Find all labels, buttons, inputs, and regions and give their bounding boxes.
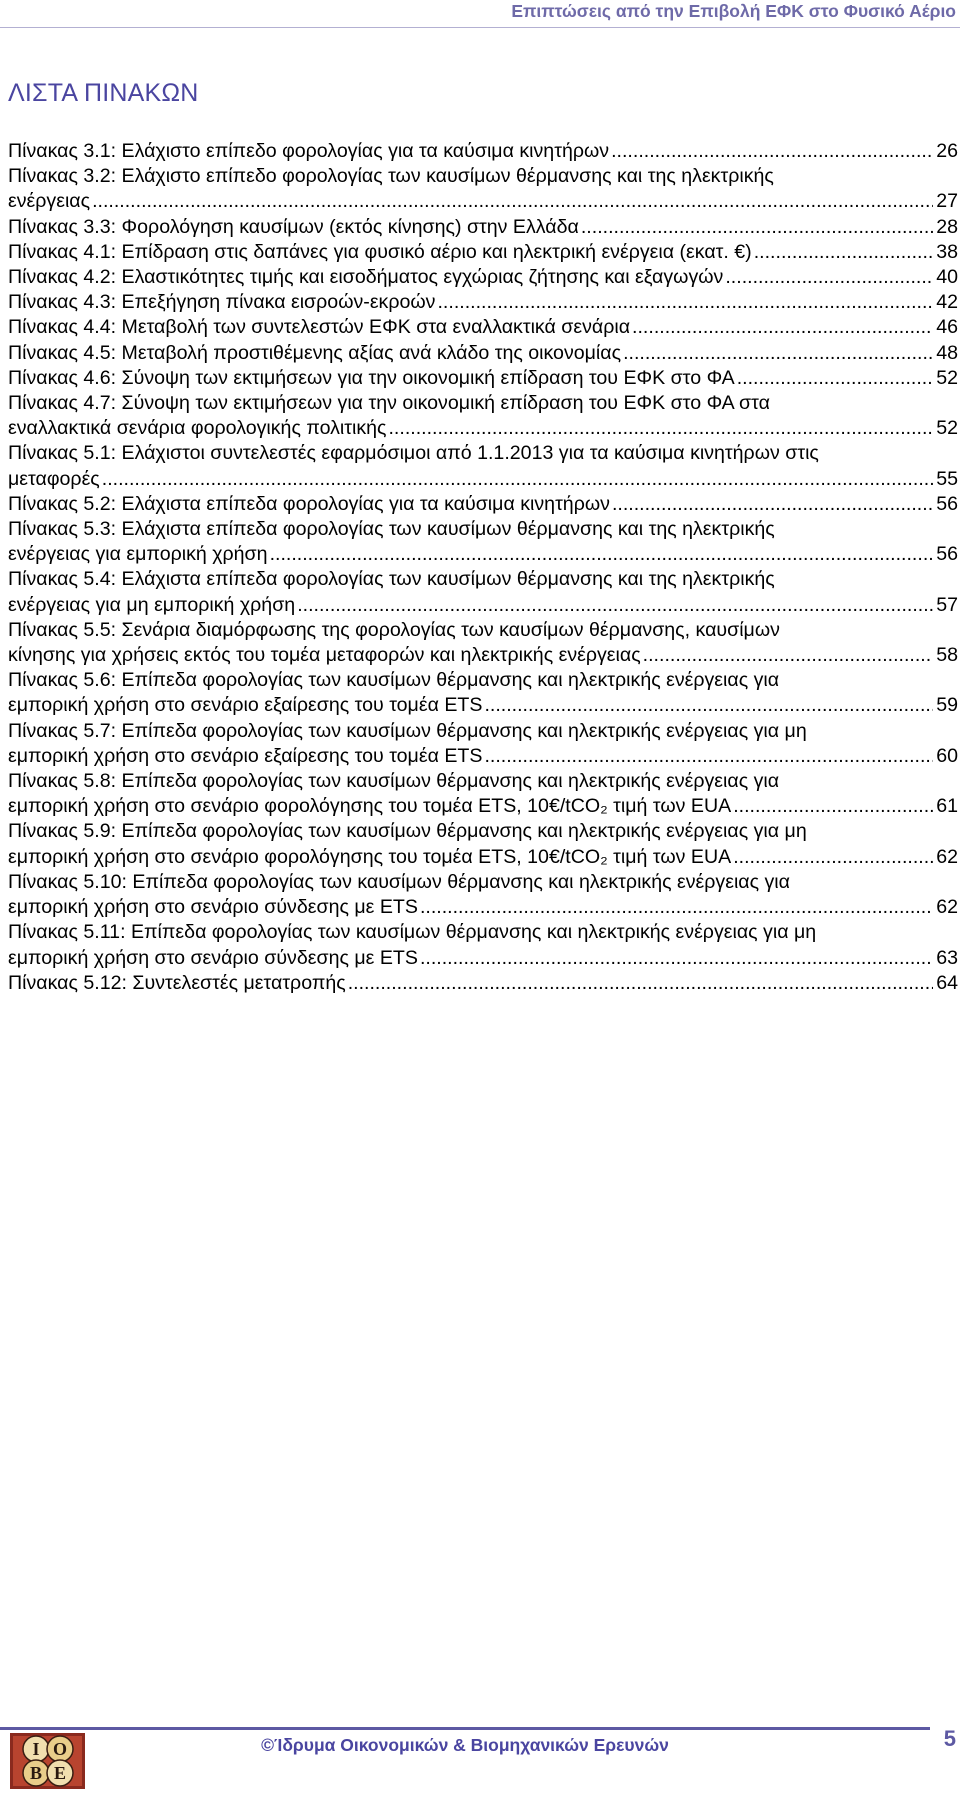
list-title: ΛΙΣΤΑ ΠΙΝΑΚΩΝ [8,79,199,107]
dot-leader [270,542,934,567]
toc-page-number: 59 [936,694,958,717]
toc-entry[interactable] [8,769,958,819]
toc-page-number: 61 [936,795,958,818]
toc-entry[interactable] [8,265,958,290]
toc-entry-text: εναλλακτικά σενάρια φορολογικής πολιτικής [8,417,387,440]
toc-entry-text: ενέργειας [8,190,91,213]
footer-organization: ©Ίδρυμα Οικονομικών & Βιομηχανικών Ερευνών [261,1735,669,1755]
toc-page-number: 28 [936,215,958,238]
dot-leader [484,693,933,718]
toc-page-number: 26 [936,140,958,162]
toc-entry-text: Πίνακας 5.11: Επίπεδα φορολογίας των καυσίμων θέρμανσης και ηλεκτρικής ενέργειας για μη [8,921,817,944]
dot-leader [611,139,933,164]
svg-text:Ε: Ε [53,1763,67,1783]
toc-entry[interactable] [8,719,958,769]
toc-entry-text: ενέργειας για εμπορική χρήση [8,543,268,566]
toc-entry[interactable] [8,819,958,869]
toc-entry[interactable] [8,139,958,164]
toc-entry-text: Πίνακας 3.3: Φορολόγηση καυσίμων (εκτός κίνησης) στην Ελλάδα [8,215,579,238]
dot-leader [102,467,933,492]
toc-entry-text: ενέργειας για μη εμπορική χρήση [8,593,296,616]
dot-leader [643,643,934,668]
dot-leader [725,265,933,290]
dot-leader [297,593,933,618]
toc-entry-text: Πίνακας 4.7: Σύνοψη των εκτιμήσεων για την οικονομική επίδραση του ΕΦΚ στο ΦΑ στα [8,392,770,415]
toc-page-number: 55 [936,467,958,490]
toc-entry[interactable] [8,618,958,668]
toc-entry[interactable] [8,870,958,920]
toc-entry[interactable] [8,492,958,517]
toc-entry-text: Πίνακας 5.6: Επίπεδα φορολογίας των καυσίμων θέρμανσης και ηλεκτρικής ενέργειας για [8,669,780,692]
toc-entry[interactable] [8,290,958,315]
toc-entry-text: Πίνακας 4.2: Ελαστικότητες τιμής και εισοδήματος εγχώριας ζήτησης και εξαγωγών [8,266,724,289]
toc-entry-text: Πίνακας 4.3: Επεξήγηση πίνακα εισροών-εκροών [8,291,436,314]
toc-entry[interactable] [8,391,958,441]
dot-leader [484,744,933,769]
toc-page-number: 63 [936,946,958,969]
dot-leader [388,416,933,441]
dot-leader [632,315,933,340]
list-of-tables [8,139,958,996]
toc-entry[interactable] [8,315,958,340]
toc-page-number: 57 [936,593,958,616]
toc-entry-text: Πίνακας 5.4: Ελάχιστα επίπεδα φορολογίας των καυσίμων θέρμανσης και της ηλεκτρικής [8,568,775,591]
toc-entry-text: Πίνακας 4.5: Μεταβολή προστιθέμενης αξίας ανά κλάδο της οικονομίας [8,341,622,364]
toc-page-number: 56 [936,543,958,566]
toc-page-number: 62 [936,845,958,868]
toc-page-number: 46 [936,316,958,339]
running-header: Επιπτώσεις από την Επιβολή ΕΦΚ στο Φυσικό Αέριο [511,1,956,21]
toc-entry-text: εμπορική χρήση στο σενάριο σύνδεσης με ETS [8,946,418,969]
toc-entry-text: μεταφορές [8,467,100,490]
dot-leader [737,366,934,391]
svg-text:Β: Β [29,1763,43,1783]
toc-entry-text: κίνησης για χρήσεις εκτός του τομέα μεταφορών και ηλεκτρικής ενέργειας [8,644,641,667]
toc-entry-text: Πίνακας 5.10: Επίπεδα φορολογίας των καυσίμων θέρμανσης και ηλεκτρικής ενέργειας για [8,870,790,893]
toc-entry-text: Πίνακας 5.9: Επίπεδα φορολογίας των καυσίμων θέρμανσης και ηλεκτρικής ενέργειας για μη [8,820,807,843]
dot-leader [420,895,933,920]
toc-entry[interactable] [8,517,958,567]
toc-page-number: 27 [936,190,958,213]
toc-entry[interactable] [8,164,958,214]
svg-text:Ι: Ι [32,1739,40,1759]
toc-entry-text: Πίνακας 5.1: Ελάχιστοι συντελεστές εφαρμόσιμοι από 1.1.2013 για τα καύσιμα κινητήρων στις [8,442,819,465]
dot-leader [420,946,933,971]
toc-entry[interactable] [8,341,958,366]
toc-entry-text: Πίνακας 5.7: Επίπεδα φορολογίας των καυσίμων θέρμανσης και ηλεκτρικής ενέργειας για μη [8,719,807,742]
toc-page-number: 56 [936,492,958,515]
toc-page-number: 64 [936,971,958,994]
dot-leader [437,290,933,315]
toc-page-number: 58 [936,644,958,667]
dot-leader [612,492,933,517]
dot-leader [92,189,933,214]
toc-entry-text: Πίνακας 4.1: Επίδραση στις δαπάνες για φυσικό αέριο και ηλεκτρική ενέργεια (εκατ. €) [8,240,752,263]
toc-entry-text: Πίνακας 4.6: Σύνοψη των εκτιμήσεων για την οικονομική επίδραση του ΕΦΚ στο ΦΑ [8,366,735,389]
toc-entry-text: Πίνακας 5.5: Σενάρια διαμόρφωσης της φορολογίας των καυσίμων θέρμανσης, καυσίμων [8,618,780,641]
footer-rule [0,1727,930,1730]
toc-entry-text: Πίνακας 3.2: Ελάχιστο επίπεδο φορολογίας των καυσίμων θέρμανσης και της ηλεκτρικής [8,165,774,188]
dot-leader [754,240,933,265]
toc-entry-text: εμπορική χρήση στο σενάριο φορολόγησης του τομέα ETS, 10€/tCO₂ τιμή των EUA [8,795,732,818]
toc-entry[interactable] [8,668,958,718]
toc-entry-text: Πίνακας 5.8: Επίπεδα φορολογίας των καυσίμων θέρμανσης και ηλεκτρικής ενέργειας για [8,770,780,793]
toc-entry-text: Πίνακας 5.3: Ελάχιστα επίπεδα φορολογίας των καυσίμων θέρμανσης και της ηλεκτρικής [8,518,775,541]
toc-page-number: 48 [936,341,958,364]
dot-leader [733,845,933,870]
page-number: 5 [943,1726,956,1751]
toc-entry[interactable] [8,441,958,491]
toc-entry-text: εμπορική χρήση στο σενάριο εξαίρεσης του τομέα ETS [8,694,483,717]
toc-page-number: 42 [936,291,958,314]
toc-entry-text: Πίνακας 5.12: Συντελεστές μετατροπής [8,971,346,994]
toc-entry[interactable] [8,567,958,617]
dot-leader [733,794,933,819]
toc-page-number: 62 [936,896,958,919]
toc-page-number: 52 [936,417,958,440]
toc-page-number: 52 [936,366,958,389]
toc-entry-text: Πίνακας 4.4: Μεταβολή των συντελεστών ΕΦΚ στα εναλλακτικά σενάρια [8,316,631,339]
header-rule [0,27,960,28]
toc-entry-text: Πίνακας 3.1: Ελάχιστο επίπεδο φορολογίας για τα καύσιμα κινητήρων [8,140,610,162]
toc-entry-text: εμπορική χρήση στο σενάριο φορολόγησης του τομέα ETS, 10€/tCO₂ τιμή των EUA [8,845,732,868]
dot-leader [581,215,933,240]
toc-entry[interactable] [8,366,958,391]
toc-entry-text: εμπορική χρήση στο σενάριο εξαίρεσης του τομέα ETS [8,744,483,767]
dot-leader [348,971,934,996]
toc-page-number: 60 [936,744,958,767]
toc-page-number: 40 [936,266,958,289]
toc-entry[interactable] [8,971,958,996]
svg-text:Ο: Ο [52,1739,68,1759]
dot-leader [623,341,933,366]
toc-entry[interactable] [8,215,958,240]
toc-entry[interactable] [8,240,958,265]
toc-entry-text: Πίνακας 5.2: Ελάχιστα επίπεδα φορολογίας για τα καύσιμα κινητήρων [8,492,610,515]
toc-entry[interactable] [8,920,958,970]
toc-entry-text: εμπορική χρήση στο σενάριο σύνδεσης με ETS [8,896,418,919]
toc-page-number: 38 [936,240,958,263]
